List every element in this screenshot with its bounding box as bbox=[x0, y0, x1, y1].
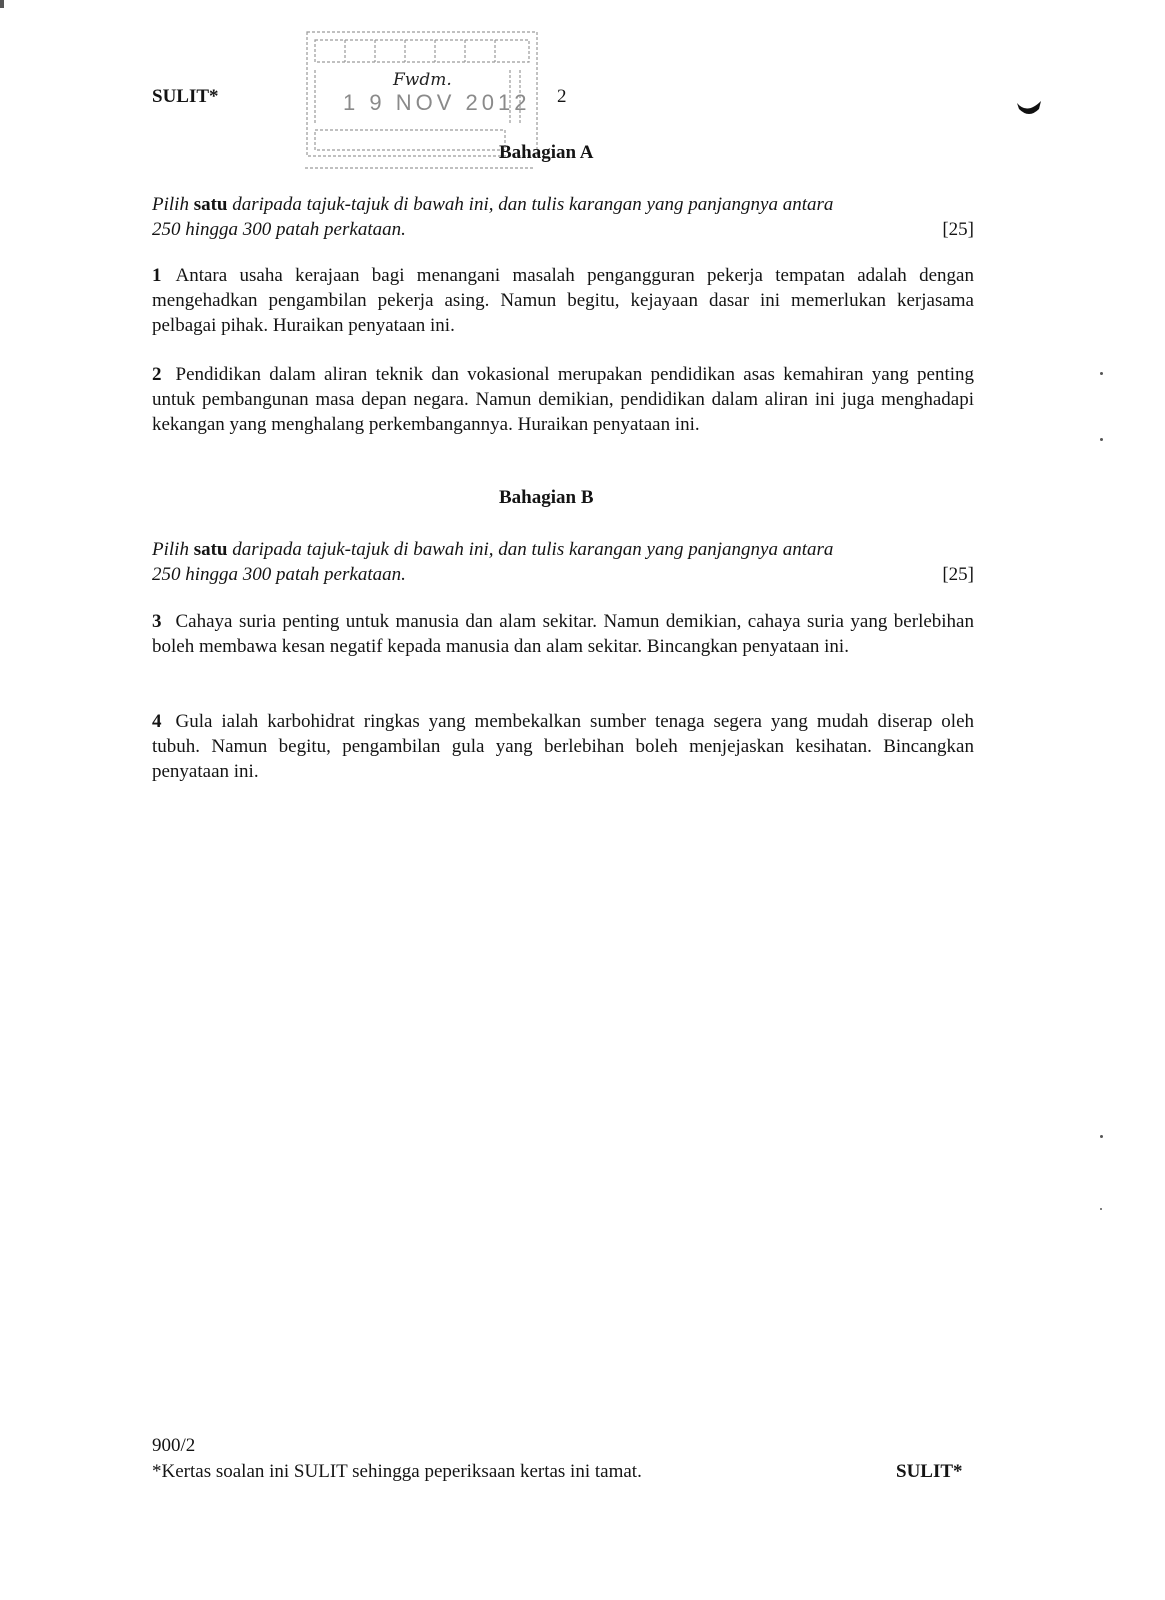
scan-speck bbox=[1100, 1208, 1102, 1210]
footer-sulit-label: SULIT* bbox=[896, 1461, 963, 1482]
page-number: 2 bbox=[557, 86, 567, 107]
section-b-instruction bbox=[152, 537, 974, 587]
instruction-emphasis: satu bbox=[193, 194, 228, 215]
instruction-line2: 250 hingga 300 patah perkataan. bbox=[152, 564, 406, 585]
question-item bbox=[152, 709, 974, 784]
question-number: 2 bbox=[152, 364, 162, 385]
header-sulit-label: SULIT* bbox=[152, 86, 219, 107]
question-text: Antara usaha kerajaan bagi menangani masalah pengangguran pekerja tempatan adalah dengan mengehadkan pengambilan pekerja asing. Namun begitu, kejayaan dasar ini memerlukan kerjasama pelbagai pihak. Huraikan penyataan ini. bbox=[152, 265, 974, 336]
instruction-prefix: Pilih bbox=[152, 194, 194, 215]
marks-label: [25] bbox=[942, 219, 974, 240]
question-number: 3 bbox=[152, 611, 162, 632]
scan-speck bbox=[1100, 1135, 1103, 1138]
scan-speck bbox=[1100, 438, 1103, 441]
question-item bbox=[152, 362, 974, 437]
instruction-prefix: Pilih bbox=[152, 539, 194, 560]
paper-code: 900/2 bbox=[152, 1435, 196, 1456]
question-text: Pendidikan dalam aliran teknik dan vokasional merupakan pendidikan asas kemahiran yang penting untuk pembangunan masa depan negara. Namun demikian, pendidikan dalam aliran ini juga menghadapi kekangan yang menghalang perkembangannya. Huraikan penyataan ini. bbox=[152, 364, 974, 435]
question-text: Gula ialah karbohidrat ringkas yang membekalkan sumber tenaga segera yang mudah diserap oleh tubuh. Namun begitu, pengambilan gula yang berlebihan boleh menjejaskan kesihatan. Bincangkan penyataan ini. bbox=[152, 711, 974, 782]
instruction-rest: daripada tajuk-tajuk di bawah ini, dan tulis karangan yang panjangnya antara bbox=[227, 194, 834, 215]
stamp-signature: Fwdm. bbox=[393, 70, 452, 90]
question-item bbox=[152, 263, 974, 338]
instruction-emphasis: satu bbox=[193, 539, 228, 560]
footer-note: *Kertas soalan ini SULIT sehingga peperiksaan kertas ini tamat. bbox=[152, 1461, 642, 1482]
question-number: 4 bbox=[152, 711, 162, 732]
section-a-heading: Bahagian A bbox=[499, 142, 594, 163]
question-number: 1 bbox=[152, 265, 162, 286]
section-a-instruction bbox=[152, 192, 974, 242]
scan-speck bbox=[0, 0, 4, 8]
scan-speck bbox=[1100, 372, 1103, 375]
stamp-date: 1 9 NOV 2012 bbox=[343, 90, 531, 115]
instruction-rest: daripada tajuk-tajuk di bawah ini, dan tulis karangan yang panjangnya antara bbox=[227, 539, 834, 560]
instruction-line2: 250 hingga 300 patah perkataan. bbox=[152, 219, 406, 240]
section-b-heading: Bahagian B bbox=[499, 487, 594, 508]
question-item bbox=[152, 609, 974, 659]
question-text: Cahaya suria penting untuk manusia dan alam sekitar. Namun demikian, cahaya suria yang berlebihan boleh membawa kesan negatif kepada manusia dan alam sekitar. Bincangkan penyataan ini. bbox=[152, 611, 974, 657]
scan-mark bbox=[1015, 95, 1045, 125]
marks-label: [25] bbox=[942, 564, 974, 585]
